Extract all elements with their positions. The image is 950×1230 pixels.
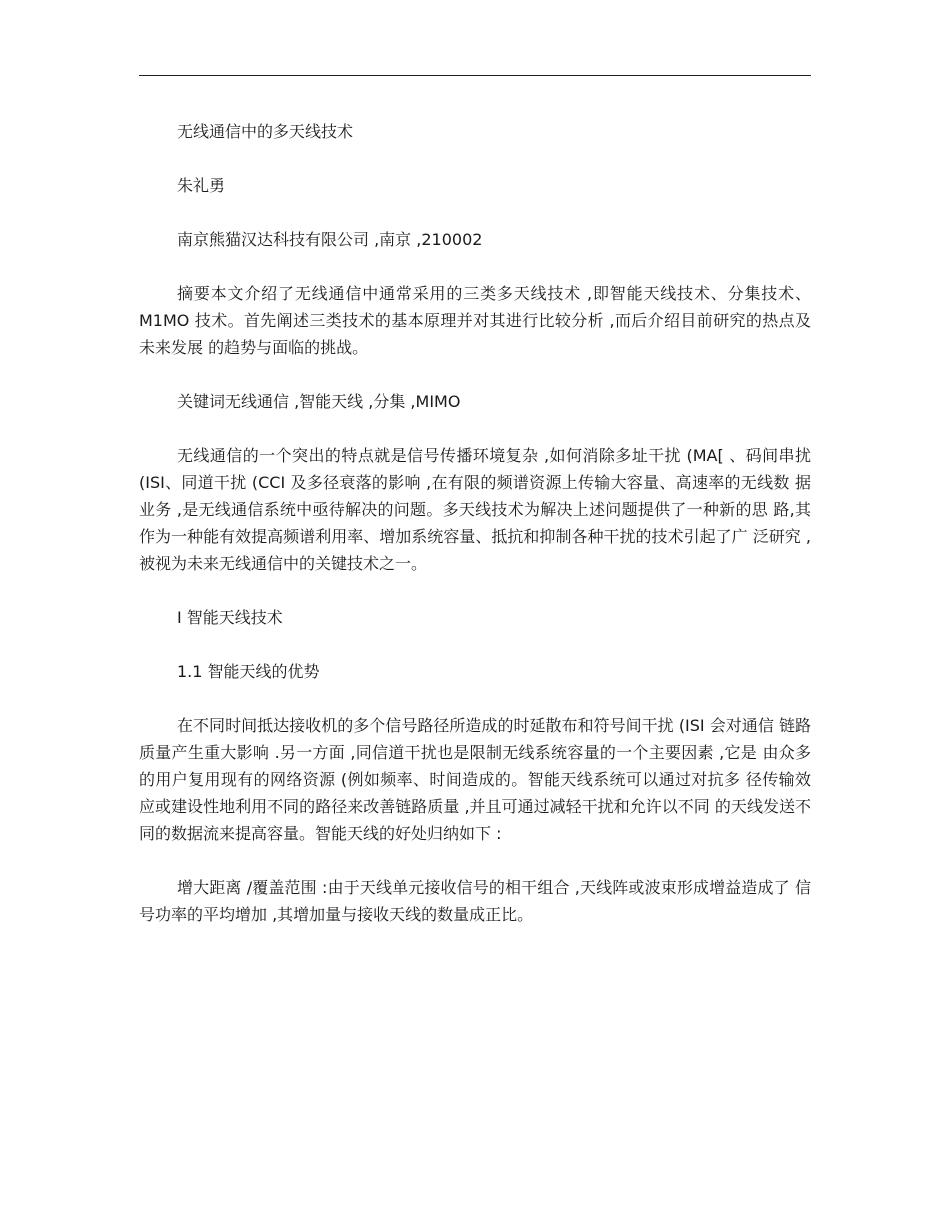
document-title: 无线通信中的多天线技术 bbox=[177, 122, 354, 141]
header-rule bbox=[139, 75, 811, 76]
keywords-line: 关键词无线通信 ,智能天线 ,分集 ,MIMO bbox=[177, 392, 461, 411]
benefit-paragraph: 增大距离 /覆盖范围 :由于天线单元接收信号的相干组合 ,天线阵或波束形成增益造成了 信号功率的平均增加 ,其增加量与接收天线的数量成正比。 bbox=[139, 878, 811, 924]
body-paragraph: 在不同时间抵达接收机的多个信号路径所造成的时延散布和符号间干扰 (ISI 会对通信 链路质量产生重大影响 .另一方面 ,同信道干扰也是限制无线系统容量的一个主要因素 ,它是 由众多的用户复用现有的网络资源 (例如频率、时间造成的。智能天线系统可以通过对抗多 径传输效应或建设性地利用不同的路径来改善链路质量 ,并且可通过减轻干扰和允许以不同 的天线发送不同的数据流来提高容量。智能天线的好处归纳如下 : bbox=[139, 716, 811, 843]
author-name: 朱礼勇 bbox=[177, 176, 226, 195]
subsection-heading: 1.1 智能天线的优势 bbox=[177, 662, 320, 681]
document-body bbox=[139, 118, 811, 955]
author-affiliation: 南京熊猫汉达科技有限公司 ,南京 ,210002 bbox=[177, 230, 483, 249]
intro-paragraph: 无线通信的一个突出的特点就是信号传播环境复杂 ,如何消除多址干扰 (MA[ 、码间串扰 (ISI、同道干扰 (CCI 及多径衰落的影响 ,在有限的频谱资源上传输大容量、高速率的无线数 据业务 ,是无线通信系统中亟待解决的问题。多天线技术为解决上述问题提供了一种新的思 路,其作为一种能有效提高频谱利用率、增加系统容量、抵抗和抑制各种干扰的技术引起了广 泛研究 ,被视为未来无线通信中的关键技术之一。 bbox=[139, 446, 811, 573]
abstract-paragraph: 摘要本文介绍了无线通信中通常采用的三类多天线技术 ,即智能天线技术、分集技术、 M1MO 技术。首先阐述三类技术的基本原理并对其进行比较分析 ,而后介绍目前研究的热点及未来发展 的趋势与面临的挑战。 bbox=[139, 284, 811, 357]
section-heading: I 智能天线技术 bbox=[177, 608, 283, 627]
